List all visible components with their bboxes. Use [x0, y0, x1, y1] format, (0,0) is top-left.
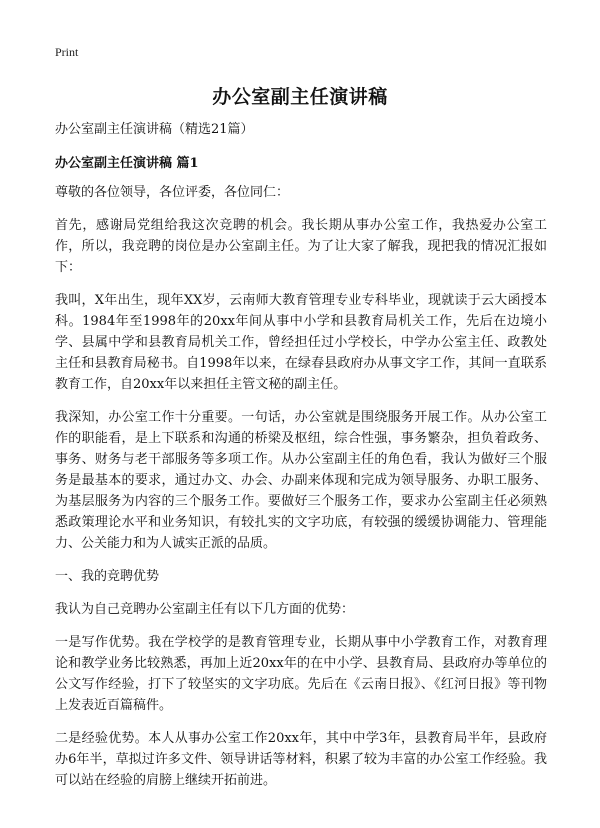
paragraph-experience-advantage: 二是经验优势。本人从事办公室工作20xx年，其中中学3年，县教育局半年，县政府办6年半，草拟过许多文件、领导讲话等材料，积累了较为丰富的办公室工作经验。我可以站在经验的肩膀上继续开拓前进。 — [55, 731, 547, 788]
page-title: 办公室副主任演讲稿 — [212, 86, 388, 108]
document-subtitle: 办公室副主任演讲稿（精选21篇） — [55, 122, 254, 137]
subsection-heading: 一、我的竞聘优势 — [55, 569, 160, 584]
paragraph-greeting: 尊敬的各位领导，各位评委，各位同仁： — [55, 185, 290, 200]
paragraph-intro: 首先，感谢局党组给我这次竞聘的机会。我长期从事办公室工作，我热爱办公室工作，所以，我竞聘的岗位是办公室副主任。为了让大家了解我，现把我的情况汇报如下： — [55, 218, 547, 275]
paragraph-advantages-intro: 我认为自己竞聘办公室副主任有以下几方面的优势： — [55, 602, 355, 617]
print-label: Print — [55, 45, 79, 59]
paragraph-understanding: 我深知，办公室工作十分重要。一句话，办公室就是围绕服务开展工作。从办公室工作的职能看，是上下联系和沟通的桥梁及枢纽，综合性强，事务繁杂，担负着政务、事务、财务与老干部服务等多项工作。从办公室副主任的角色看，我认为做好三个服务是最基本的要求，通过办文、办会、办副来体现和完成为领导服务、办职工服务、为基层服务为内容的三个服务工作。要做好三个服务工作，要求办公室副主任必须熟悉政策理论水平和业务知识，有较扎实的文字功底，有较强的缓缓协调能力、管理能力、公关能力和为人诚实正派的品质。 — [55, 410, 547, 551]
paragraph-writing-advantage: 一是写作优势。我在学校学的是教育管理专业，长期从事中小学教育工作，对教育理论和教学业务比较熟悉，再加上近20xx年的在中小学、县教育局、县政府办等单位的公文写作经验，打下了较坚实的文字功底。先后在《云南日报》、《红河日报》等刊物上发表近百篇稿件。 — [55, 635, 547, 713]
section-heading: 办公室副主任演讲稿 篇1 — [55, 156, 199, 171]
paragraph-background: 我叫，X年出生，现年XX岁，云南师大教育管理专业专科毕业，现就读于云大函授本科。1984年至1998年的20xx年间从事中小学和县教育局机关工作，先后在边境小学、县属中学和县教育局机关工作，曾经担任过小学校长，中学办公室主任、政教处主任和县教育局秘书。自1998年以来，在绿春县政府办从事文字工作，其间一直联系教育工作，自20xx年以来担任主管文秘的副主任。 — [55, 293, 547, 392]
document-body — [55, 119, 547, 803]
